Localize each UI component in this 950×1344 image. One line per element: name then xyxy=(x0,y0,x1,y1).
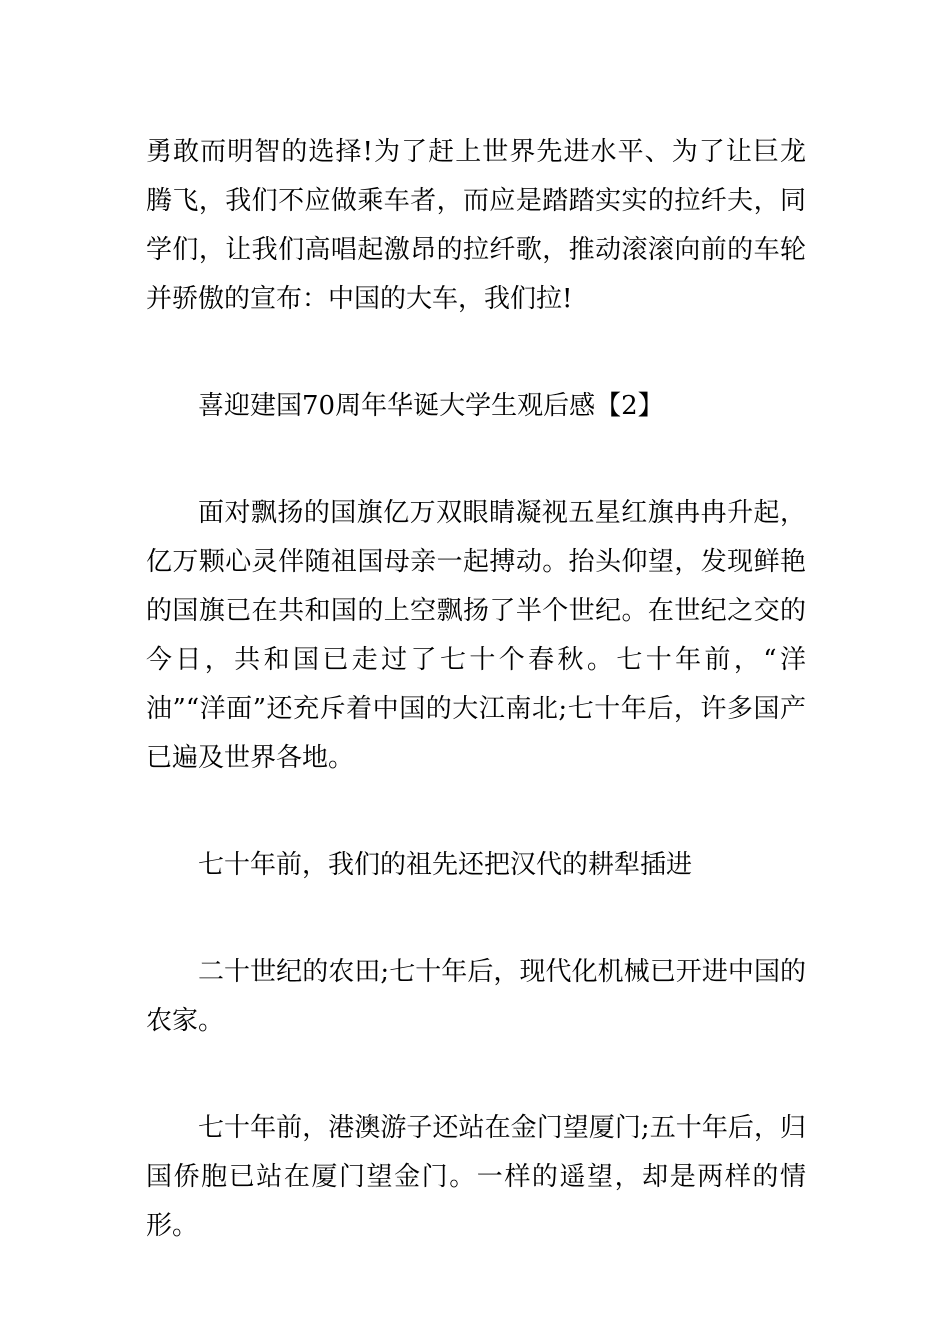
paragraph-continuation: 勇敢而明智的选择!为了赶上世界先进水平、为了让巨龙腾飞，我们不应做乘车者，而应是踏踏实实的拉纤夫，同学们，让我们高唱起激昂的拉纤歌，推动滚滚向前的车轮并骄傲的宣布：中国的大车，我们拉! xyxy=(146,137,806,314)
paragraph-compatriots: 七十年前，港澳游子还站在金门望厦门;五十年后，归国侨胞已站在厦门望金门。一样的遥望，却是两样的情形。 xyxy=(146,1113,806,1241)
document-page xyxy=(146,128,806,1251)
paragraph-ancestors: 七十年前，我们的祖先还把汉代的耕犁插进 xyxy=(198,850,693,880)
section-heading: 喜迎建国70周年华诞大学生观后感【2】 xyxy=(198,391,664,421)
paragraph-farmland: 二十世纪的农田;七十年后，现代化机械已开进中国的农家。 xyxy=(146,957,806,1036)
paragraph-flag: 面对飘扬的国旗亿万双眼睛凝视五星红旗冉冉升起，亿万颗心灵伴随祖国母亲一起搏动。抬头仰望，发现鲜艳的国旗已在共和国的上空飘扬了半个世纪。在世纪之交的今日，共和国已走过了七十个春秋。七十年前，“洋油”“洋面”还充斥着中国的大江南北;七十年后，许多国产已遍及世界各地。 xyxy=(146,498,806,773)
